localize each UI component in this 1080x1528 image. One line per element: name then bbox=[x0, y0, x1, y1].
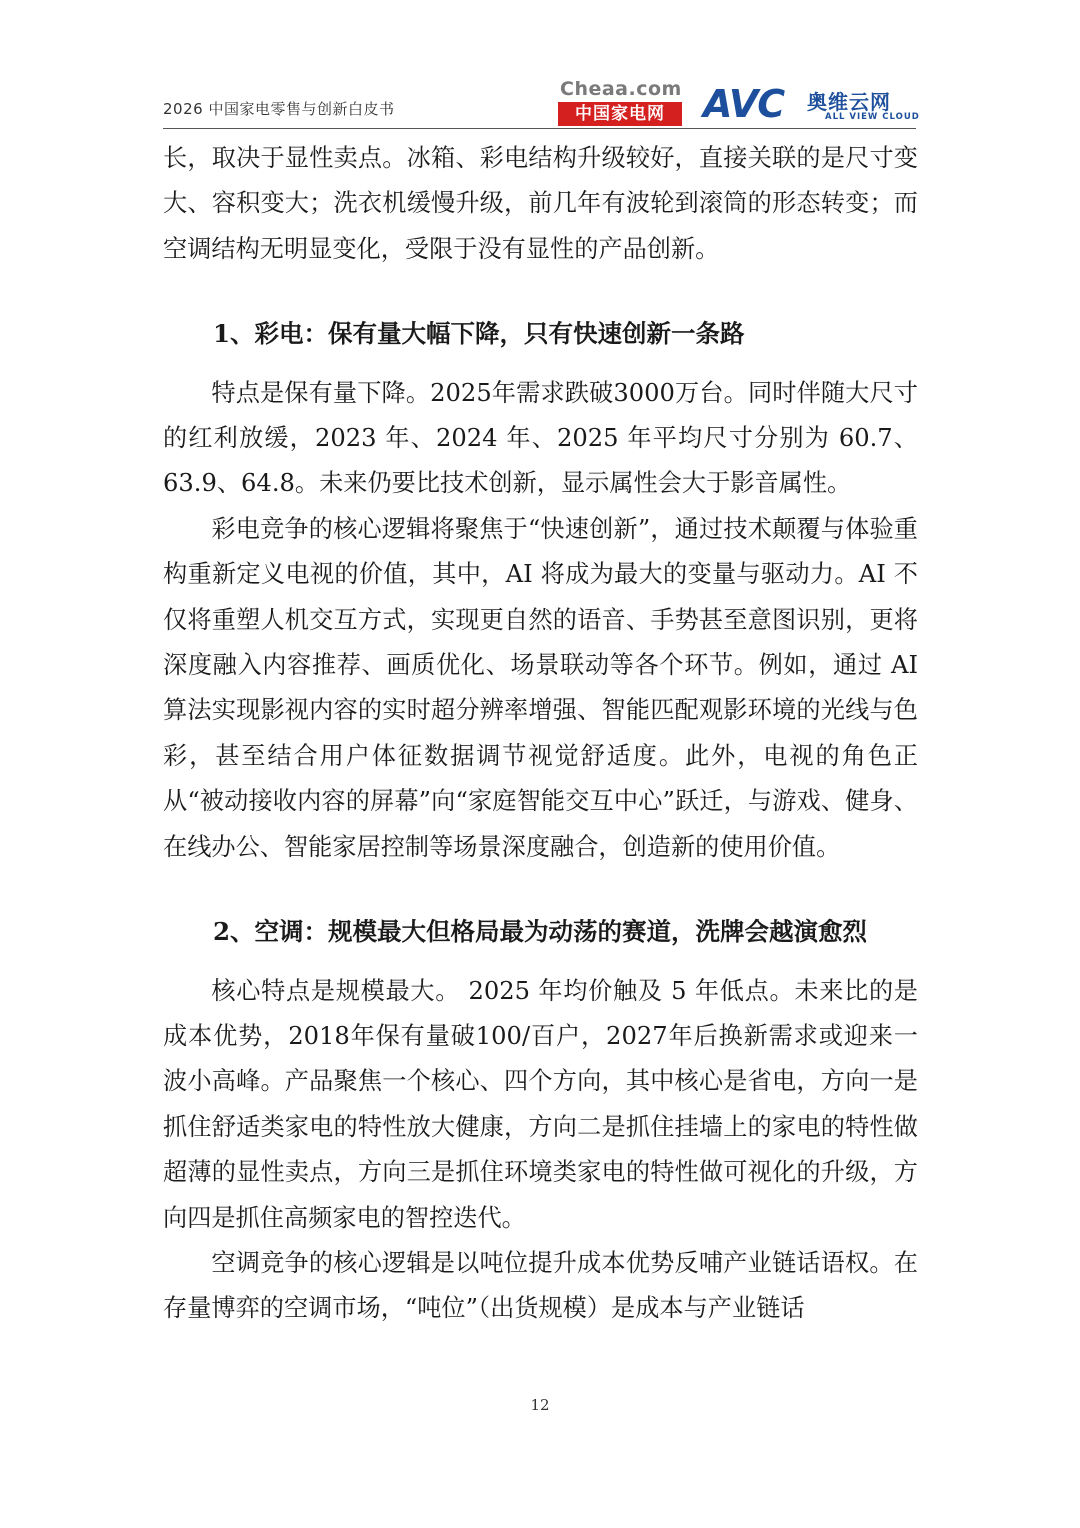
paragraph-ac-1: 核心特点是规模最大。 2025 年均价触及 5 年低点。未来比的是成本优势，2018年保有量破100/百户，2027年后换新需求或迎来一波小高峰。产品聚焦一个核心、四个方向，其中核心是省电，方向一是抓住舒适类家电的特性放大健康，方向二是抓住挂墙上的家电的特性做超薄的显性卖点，方向三是抓住环境类家电的特性做可视化的升级，方向四是抓住高频家电的智控迭代。 bbox=[163, 976, 918, 1232]
paragraph-intro: 长，取决于显性卖点。冰箱、彩电结构升级较好，直接关联的是尺寸变大、容积变大；洗衣机缓慢升级，前几年有波轮到滚筒的形态转变；而空调结构无明显变化，受限于没有显性的产品创新。 bbox=[163, 144, 918, 263]
section-heading-ac: 2、空调：规模最大但格局最为动荡的赛道，洗牌会越演愈烈 bbox=[213, 917, 868, 947]
section-heading-tv: 1、彩电：保有量大幅下降，只有快速创新一条路 bbox=[213, 319, 745, 349]
cheaa-logo-url: Cheaa.com bbox=[560, 78, 682, 100]
avc-logo-mark: AVC bbox=[703, 82, 785, 126]
paragraph-tv-1: 特点是保有量下降。2025年需求跌破3000万台。同时伴随大尺寸的红利放缓，2023 年、2024 年、2025 年平均尺寸分别为 60.7、63.9、64.8。未来仍要比技术创新，显示属性会大于影音属性。 bbox=[163, 378, 918, 498]
page-header bbox=[163, 72, 923, 134]
cheaa-logo-name: 中国家电网 bbox=[558, 102, 682, 126]
avc-logo-chinese: 奥维云网 bbox=[807, 90, 891, 114]
page-number: 12 bbox=[530, 1396, 550, 1414]
avc-logo bbox=[703, 84, 923, 126]
avc-logo-english: ALL VIEW CLOUD bbox=[825, 112, 920, 122]
paragraph-ac-2: 空调竞争的核心逻辑是以吨位提升成本优势反哺产业链话语权。在存量博弈的空调市场，“吨位”（出货规模）是成本与产业链话 bbox=[163, 1248, 918, 1323]
page-body bbox=[163, 136, 918, 1332]
cheaa-logo bbox=[558, 78, 684, 126]
document-title: 2026 中国家电零售与创新白皮书 bbox=[163, 100, 395, 118]
header-divider bbox=[163, 128, 916, 129]
paragraph-tv-2: 彩电竞争的核心逻辑将聚焦于“快速创新”，通过技术颠覆与体验重构重新定义电视的价值，其中，AI 将成为最大的变量与驱动力。AI 不仅将重塑人机交互方式，实现更自然的语音、手势甚至意图识别，更将深度融入内容推荐、画质优化、场景联动等各个环节。例如，通过 AI 算法实现影视内容的实时超分辨率增强、智能匹配观影环境的光线与色彩，甚至结合用户体征数据调节视觉舒适度。此外，电视的角色正从“被动接收内容的屏幕”向“家庭智能交互中心”跃迁，与游戏、健身、在线办公、智能家居控制等场景深度融合，创造新的使用价值。 bbox=[163, 514, 918, 861]
